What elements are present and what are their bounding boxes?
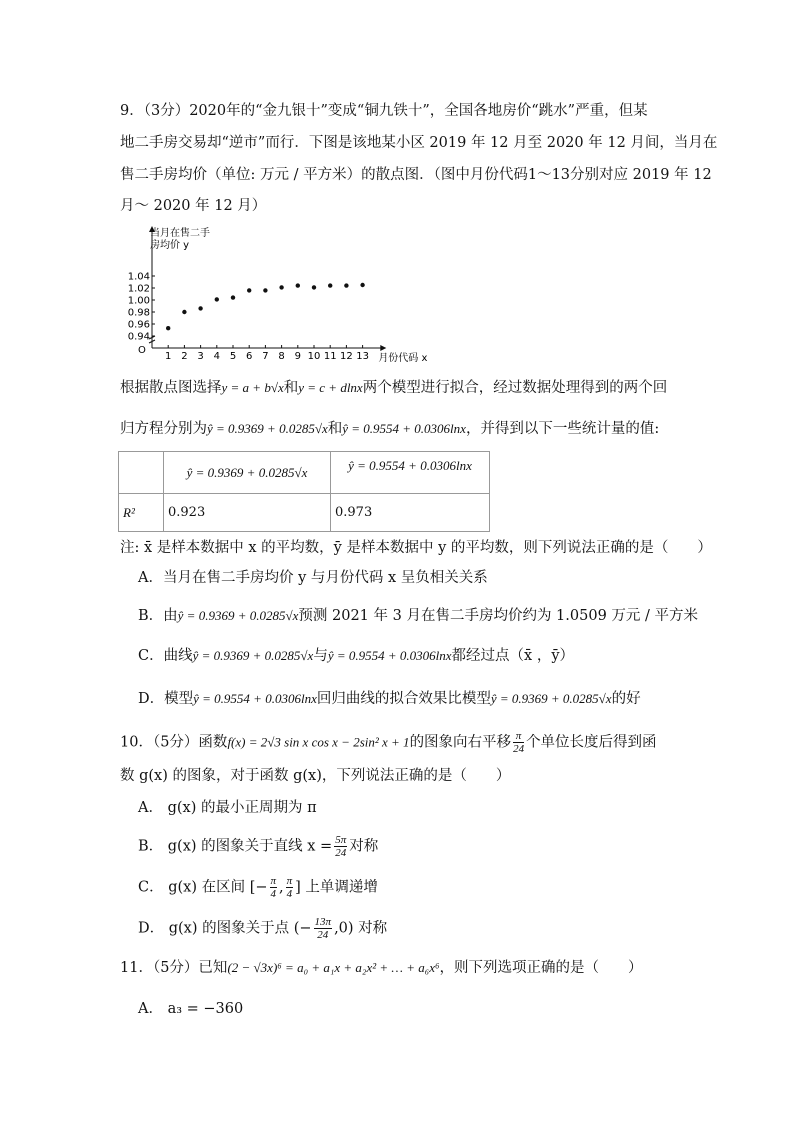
text: ,0) 对称 [334,920,388,937]
text: ，则下列选项正确的是（ ） [439,960,643,976]
text: 都经过点（x̄ ，ȳ） [451,648,575,664]
text: 归方程分别为 [120,421,207,437]
fraction [334,834,347,859]
x-tick-label: 2 [181,351,188,362]
q10-option-d [138,916,387,941]
fraction [513,730,524,755]
fraction [270,875,278,900]
model-2-formula: y = c + dlnx [298,380,363,395]
denominator: 24 [513,743,525,755]
numerator: π [270,875,277,887]
q10-option-a: A． g(x) 的最小正周期为 π [138,800,317,816]
text: 的好 [611,691,641,707]
option-label: B．由 [138,608,178,624]
q9-option-b [138,606,698,626]
text: 和 [327,421,343,437]
text: , [279,879,284,896]
text: 的图象向右平移 [409,734,512,751]
x-tick-label: 13 [356,351,369,362]
data-point [166,326,170,330]
x-tick-label: 11 [323,351,337,362]
text: 与 [313,648,328,664]
y-tick-label: 0.98 [127,307,150,319]
y-axis-label-line-1: 当月在售二手 [150,228,210,239]
q10-line-2: 数 g(x) 的图象，对于函数 g(x)，下列说法正确的是（ ） [120,768,511,784]
formula: ŷ = 0.9554 + 0.0306lnx [193,691,317,706]
data-point [231,295,235,299]
text: ，并得到以下一些统计量的值: [465,421,660,437]
q9-option-c [138,646,574,666]
q10-option-c [138,875,378,900]
x-axis-arrow [380,345,386,351]
numerator: 13π [314,916,332,928]
table-row [119,494,490,532]
numerator: π [286,875,293,887]
y-axis-label-line-2: 房均价 y [150,240,190,251]
table-corner-cell [119,452,164,494]
table-header-row [119,452,490,494]
data-point [296,283,300,287]
text: D． g(x) 的图象关于点 (− [138,920,312,937]
data-point [182,310,186,314]
x-tick-label: 8 [278,351,285,362]
function-formula: f(x) = 2√3 sin x cos x − 2sin² x + 1 [227,734,410,750]
option-label: D．模型 [138,691,194,707]
text: 回归曲线的拟合效果比模型 [316,691,491,707]
q9-option-a: A．当月在售二手房均价 y 与月份代码 x 呈负相关关系 [138,570,488,586]
q11-line-1 [120,958,643,978]
x-tick-label: 3 [197,351,204,362]
q10-option-b [138,834,378,859]
q9-regression-line [120,419,659,439]
text: 根据散点图选择 [120,380,222,396]
y-tick-label: 1.00 [127,295,150,307]
fraction [314,916,333,941]
regression-eq-2: ŷ = 0.9554 + 0.0306lnx [342,421,466,436]
q9-line-3: 售二手房均价（单位: 万元 / 平方米）的散点图．（图中月份代码1～13分别对应 2019 年 12 [120,167,712,183]
model-1-formula: y = a + b√x [221,380,284,395]
x-tick-label: 10 [307,351,321,362]
y-tick-label: 0.94 [127,331,150,343]
data-point [344,283,348,287]
data-point [328,283,332,287]
denominator: 4 [270,888,277,900]
q9-model-line [120,378,667,398]
data-point [247,288,251,292]
y-tick-label: 1.02 [127,283,150,295]
text: 和 [283,380,299,396]
formula: ŷ = 0.9369 + 0.0285√x [490,691,612,706]
denominator: 24 [317,929,329,941]
x-tick-label: 6 [246,351,253,362]
table-header-model-1: ŷ = 0.9369 + 0.0285√x [164,452,331,494]
q9-line-1: 9．（3分）2020年的“金九银十”变成“铜九铁十”，全国各地房价“跳水”严重，但某 [120,103,648,119]
table-header-model-2: ŷ = 0.9554 + 0.0306lnx [331,452,490,494]
text: 预测 2021 年 3 月在售二手房均价约为 1.0509 万元 / 平方米 [298,608,699,624]
table-cell-r2-model-1: 0.923 [164,494,331,532]
text: 对称 [349,838,379,855]
denominator: 4 [286,888,293,900]
regression-eq-1: ŷ = 0.9369 + 0.0285√x [207,421,328,436]
data-point [215,297,219,301]
y-tick-label: 0.96 [127,319,150,331]
text: B． g(x) 的图象关于直线 x = [138,838,333,855]
text: 11．（5分）已知 [120,960,228,976]
x-tick-label: 12 [340,351,353,362]
origin-label: O [138,345,146,356]
text: 10．（5分）函数 [120,734,228,751]
numerator: π [513,730,524,743]
x-tick-label: 9 [294,351,301,362]
x-tick-label: 5 [229,351,237,362]
numerator: 5π [335,834,347,846]
table-cell-r2-model-2: 0.973 [331,494,490,532]
data-point [263,288,267,292]
q10-line-1 [120,730,657,755]
q9-line-4: 月～ 2020 年 12 月） [120,198,267,214]
statistics-table [118,451,490,532]
text: ] 上单调递增 [295,879,378,896]
formula: ŷ = 0.9369 + 0.0285√x [177,608,299,623]
option-label: C．曲线 [138,648,193,664]
text: C． g(x) 在区间 [− [138,879,268,896]
data-point [279,285,283,289]
data-point [312,285,316,289]
data-point [198,306,202,310]
x-tick-label: 7 [262,351,269,362]
formula: ŷ = 0.9369 + 0.0285√x [192,648,314,663]
q11-option-a: A． a₃ = −360 [138,1001,244,1017]
table-row-label: R² [119,494,164,532]
binomial-expansion: (2 − √3x)⁶ = a₀ + a₁x + a₂x² + … + a₆x⁶ [227,960,440,975]
x-tick-label: 4 [213,351,220,362]
formula: ŷ = 0.9554 + 0.0306lnx [327,648,452,663]
q9-option-d [138,689,641,709]
q9-note: 注: x̄ 是样本数据中 x 的平均数，ȳ 是样本数据中 y 的平均数，则下列说法正确的是（ ） [120,540,712,556]
x-tick-label: 1 [165,351,172,362]
fraction [286,875,294,900]
x-axis-label: 月份代码 x [378,353,428,362]
text: 两个模型进行拟合，经过数据处理得到的两个回 [362,380,668,396]
text: 个单位长度后得到函 [526,734,657,751]
q9-line-2: 地二手房交易却“逆市”而行．下图是该地某小区 2019 年 12 月至 2020 年 12 月间，当月在 [120,135,718,151]
y-tick-label: 1.04 [127,271,150,283]
scatter-chart [120,222,450,362]
data-point [360,283,364,287]
denominator: 24 [335,847,347,859]
